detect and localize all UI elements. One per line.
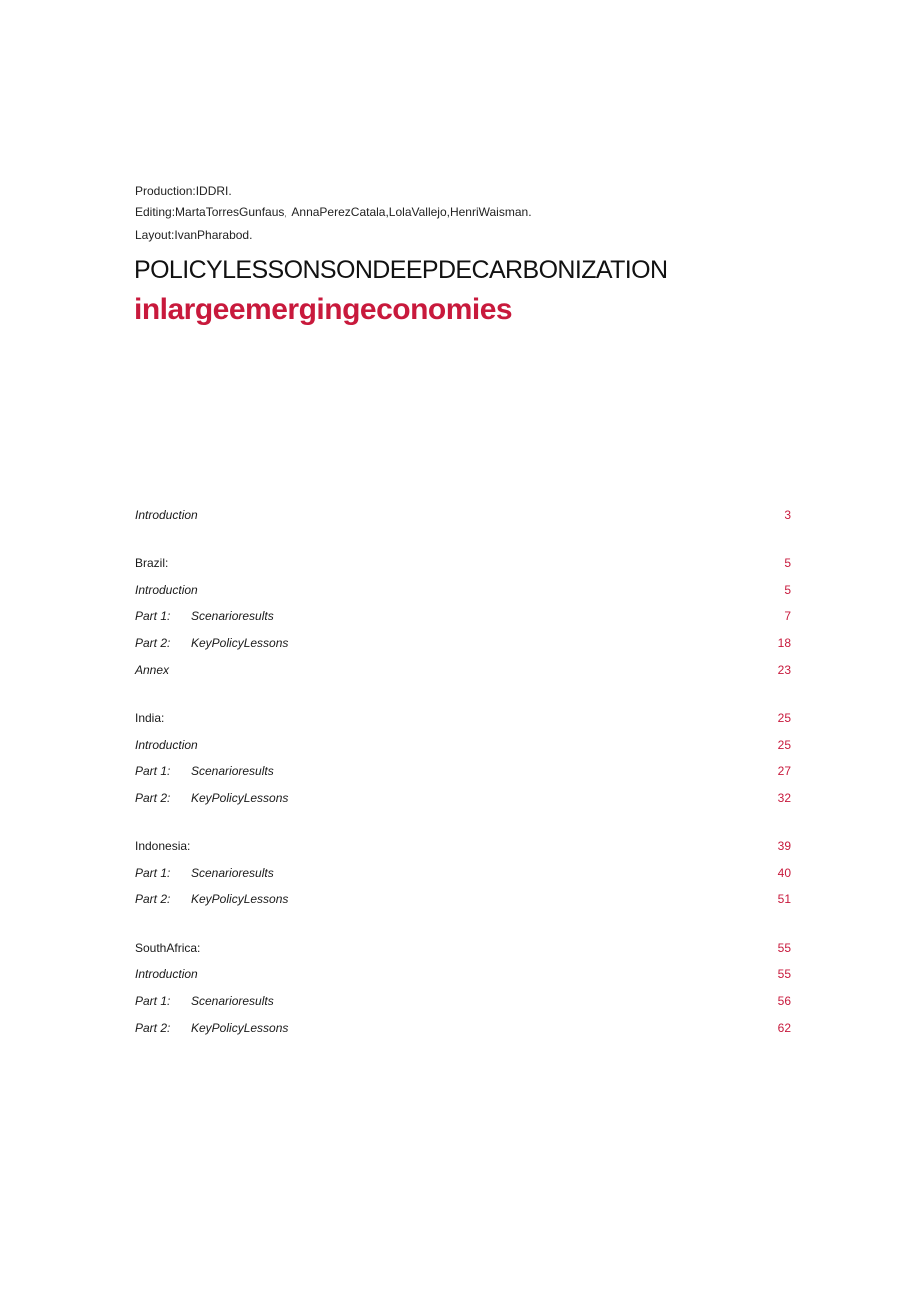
toc-part-title: KeyPolicyLessons: [191, 1020, 289, 1035]
toc-entry-india-part2[interactable]: [135, 785, 791, 812]
toc-entry-brazil-introduction[interactable]: [135, 577, 791, 604]
toc-section-brazil[interactable]: [135, 550, 791, 577]
toc-page-number: 25: [777, 737, 791, 752]
toc-entry-indonesia-part2[interactable]: [135, 886, 791, 913]
toc-section-label: Indonesia:: [135, 839, 191, 854]
toc-entry-label: Introduction: [135, 582, 198, 597]
toc-section-india[interactable]: [135, 705, 791, 732]
toc-page-number: 40: [777, 865, 791, 880]
toc-part-number: Part 2:: [135, 636, 171, 651]
toc-entry-label: Annex: [135, 662, 170, 677]
toc-part-title: Scenarioresults: [191, 609, 274, 624]
toc-section-label: India:: [135, 710, 165, 725]
toc-page-number: 3: [784, 508, 791, 522]
toc-part-title: KeyPolicyLessons: [191, 892, 289, 907]
toc-entry-south-africa-part2[interactable]: [135, 1015, 791, 1042]
toc-page-number: 55: [777, 940, 791, 955]
toc-entry-introduction[interactable]: [135, 502, 791, 529]
toc-entry-brazil-part1[interactable]: [135, 603, 791, 630]
toc-section-south-africa[interactable]: [135, 935, 791, 962]
toc-section-label: SouthAfrica:: [135, 940, 201, 955]
toc-page-number: 55: [777, 967, 791, 982]
credits-block: [135, 181, 532, 246]
toc-entry-label: Introduction: [135, 737, 198, 752]
toc-part-number: Part 1:: [135, 609, 171, 624]
toc-page-number: 5: [784, 582, 791, 597]
editing-credit-names-a: Editing:MartaTorresGunfaus: [135, 204, 285, 219]
toc-entry-label: Introduction: [135, 508, 198, 522]
toc-entry-brazil-part2[interactable]: [135, 630, 791, 657]
toc-page-number: 18: [777, 636, 791, 651]
toc-part-number: Part 1:: [135, 865, 171, 880]
toc-section-label: Brazil:: [135, 556, 169, 571]
table-of-contents: [135, 502, 791, 1041]
toc-part-title: Scenarioresults: [191, 865, 274, 880]
layout-credit: Layout:IvanPharabod.: [135, 228, 253, 242]
toc-entry-brazil-annex[interactable]: [135, 657, 791, 684]
toc-page-number: 25: [777, 710, 791, 725]
toc-page-number: 23: [777, 662, 791, 677]
toc-entry-india-part1[interactable]: [135, 758, 791, 785]
editing-credit-separator: ，: [284, 210, 292, 218]
toc-entry-india-introduction[interactable]: [135, 732, 791, 759]
document-title: POLICYLESSONSONDEEPDECARBONIZATION: [134, 256, 668, 284]
toc-page-number: 27: [777, 764, 791, 779]
editing-credit-names-b: AnnaPerezCatala,LolaVallejo,HenriWaisman.: [291, 204, 532, 219]
toc-entry-south-africa-introduction[interactable]: [135, 961, 791, 988]
toc-section-indonesia[interactable]: [135, 833, 791, 860]
toc-part-title: KeyPolicyLessons: [191, 636, 289, 651]
toc-page-number: 32: [777, 790, 791, 805]
toc-page-number: 51: [777, 892, 791, 907]
toc-page-number: 39: [777, 839, 791, 854]
toc-part-number: Part 1:: [135, 993, 171, 1008]
toc-part-number: Part 2:: [135, 1020, 171, 1035]
toc-part-number: Part 1:: [135, 764, 171, 779]
toc-part-title: Scenarioresults: [191, 764, 274, 779]
toc-page-number: 7: [784, 609, 791, 624]
editing-credit: [135, 202, 532, 226]
toc-entry-label: Introduction: [135, 967, 198, 982]
toc-entry-indonesia-part1[interactable]: [135, 860, 791, 887]
toc-page-number: 56: [777, 993, 791, 1008]
toc-part-number: Part 2:: [135, 790, 171, 805]
toc-part-number: Part 2:: [135, 892, 171, 907]
production-credit: Production:IDDRI.: [135, 184, 232, 198]
document-subtitle: inlargeemergingeconomies: [134, 293, 513, 326]
toc-part-title: KeyPolicyLessons: [191, 790, 289, 805]
toc-page-number: 5: [784, 556, 791, 571]
toc-entry-south-africa-part1[interactable]: [135, 988, 791, 1015]
toc-part-title: Scenarioresults: [191, 993, 274, 1008]
toc-page-number: 62: [777, 1020, 791, 1035]
